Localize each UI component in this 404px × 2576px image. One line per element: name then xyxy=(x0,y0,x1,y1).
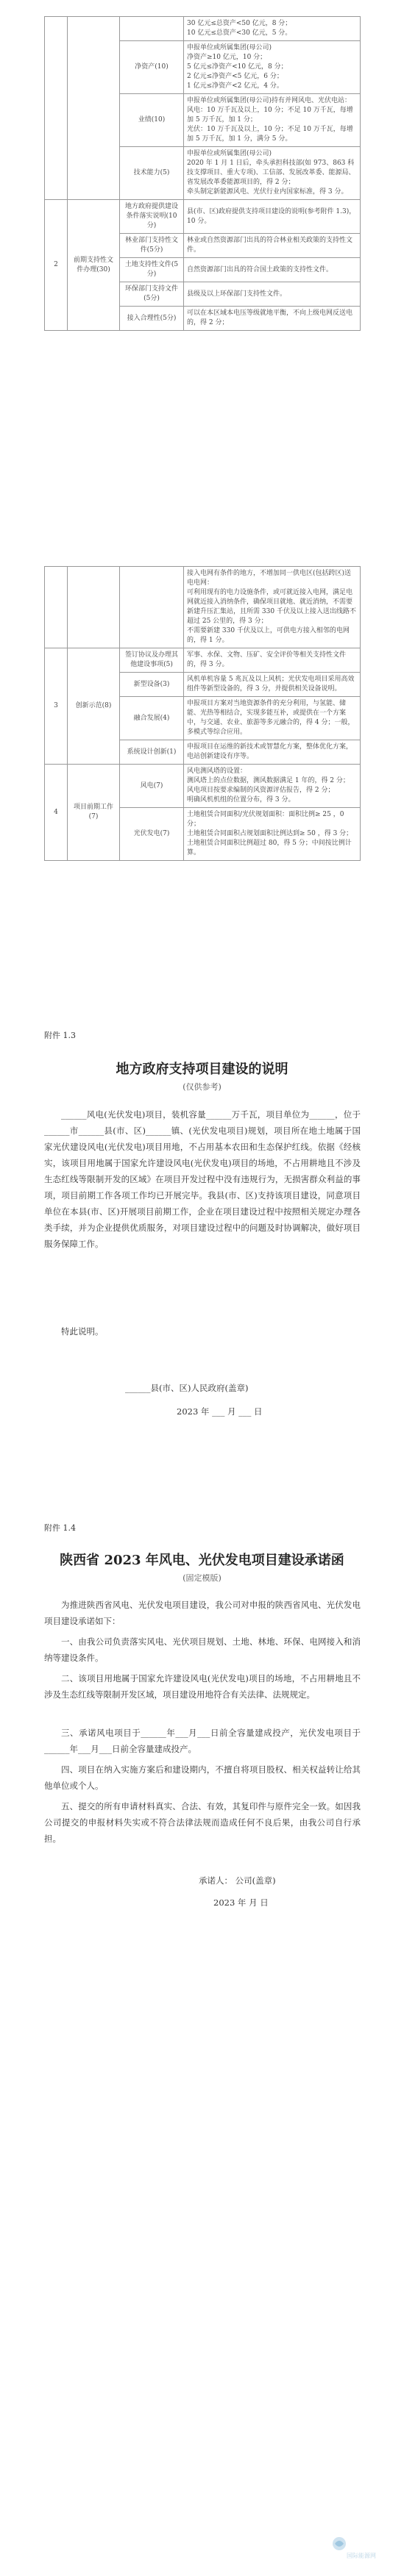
cell-pv-text: 土地租赁合同面积/光伏规划面积：面积比例≥ 25 ，0 分； 土地租赁合同面积占规划面积比例达到≥ 50 ，得 3 分； 土地租赁合同面积比例超过 80，得 5 分；中间按比例计算。 xyxy=(184,808,361,861)
cell-g2-label: 地方政府提供建设条件落实说明(10分) xyxy=(120,200,184,234)
cell-group2-num: 2 xyxy=(45,200,68,331)
cell-grid-text: 接入电网有条件的地方，不增加同一供电区(包括跨区)送电电网： 可利用现有的电力设施条件，或可就近接入电网，满足电网就近接入消纳条件，确保项目就地、就近消纳，不需要新建升压汇集站，且所需 330 千伏及以上接入送出线路不超过 25 公里的，得 3 分； 不需要新建 330 千伏及以上，可供电方接入相邻的电网的，得 1 分。 xyxy=(184,567,361,648)
cell-tech-text: 申报单位或所属集团(母公司) 2020 年 1 月 1 日后，牵头承担科技部(如 973、863 科技支撑项目、重大专项)、工信部、发展改革委、能源局、省发展改革委能源项目的，得 2 分； 牵头制定新能源风电、光伏行业内国家标准，得 3 分。 xyxy=(184,147,361,200)
cell-group3-num: 3 xyxy=(45,648,68,765)
document-title: 地方政府支持项目建设的说明 xyxy=(116,1062,288,1077)
commitment-item: 四、项目在纳入实施方案后和建设期内，不擅自将项目股权、相关权益转让给其他单位或个人。 xyxy=(44,1764,361,1791)
cell-g3-label: 系统设计创新(1) xyxy=(120,740,184,765)
signature-date: 2023 年 ___ 月 ___ 日 xyxy=(177,1406,263,1417)
page-attachment-1-4 xyxy=(0,1507,404,2576)
commitment-item: 一、由我公司负责落实风电、光伏项目规划、土地、林地、环保、电网接入和消纳等建设条件。 xyxy=(44,1636,361,1663)
document-subtitle: (固定模版) xyxy=(182,1573,222,1583)
watermark-text: 国际能源网 xyxy=(347,2552,376,2559)
cell-g3-text: 申报项目方案对当地资源条件的充分利用，与氢能、储能、光热等相结合，实现多能互补，或提供在一个方案中，与交通、农业、旅游等多元融合的，得 4 分；一般，多模式等综合应用。 xyxy=(184,697,361,740)
scoring-table-page1 xyxy=(44,16,361,331)
table-row xyxy=(45,200,361,234)
document-title: 陕西省 2023 年风电、光伏发电项目建设承诺函 xyxy=(60,1553,344,1568)
body-intro: 为推进陕西省风电、光伏发电项目建设，我公司对申报的陕西省风电、光伏发电项目建设承诺如下： xyxy=(44,1600,361,1626)
cell-g2-label: 林业部门支持性文件(5分) xyxy=(120,234,184,258)
table-row xyxy=(45,567,361,648)
cell-tech-label: 技术能力(5) xyxy=(120,147,184,200)
scoring-table-page2 xyxy=(44,566,361,861)
cell-g3-text: 军事、水保、文物、压矿、安全评价等相关支持性文件的，得 3 分。 xyxy=(184,648,361,673)
document-subtitle: (仅供参考) xyxy=(182,1082,222,1092)
cell-group4-num: 4 xyxy=(45,765,68,861)
cell-performance-text: 申报单位或所属集团(母公司)持有并网风电、光伏电站： 风电：10 万千瓦及以上，10 分；不足 10 万千瓦，每增加 5 万千瓦，加 1 分； 光伏：10 万千瓦及以上，10 分；不足 10 万千瓦，每增加 5 万千瓦，加 1 分，满分 5 分。 xyxy=(184,94,361,147)
cell-g2-text: 可以在本区域本电压等级就地平衡，不向上级电网反送电的，得 2 分； xyxy=(184,307,361,331)
table-row xyxy=(45,648,361,673)
cell-group2-name: 前期支持性文件办理(30) xyxy=(68,200,120,331)
cell-net-assets-label: 净资产(10) xyxy=(120,41,184,94)
commitment-item: 五、提交的所有申请材料真实、合法、有效，其复印件与原件完全一致。如因我公司提交的申报材料失实或不符合法律法规而造成任何不良后果，由我公司自行承担。 xyxy=(44,1801,361,1844)
cell-g2-text: 县级及以上环保部门支持性文件。 xyxy=(184,282,361,307)
page-1 xyxy=(0,0,404,515)
table-row xyxy=(45,765,361,808)
body-paragraph: ______风电(光伏发电)项目，装机容量______万千瓦，项目单位为______，位于______市______县(市、区)______镇、(光伏发电项目)规划，项目所在地土地属于国家光伏建设风电(光伏发电)项目用地，不占用基本农田和生态保护红线。依据《经核实，该项目用地属于国家允许建设风电(光伏发电)项目的场地，不占用耕地且不涉及生态红线等限制开发的区域》在项目开发过程中没有违规行为，无损害群众利益的事项，项目前期工作各项工作均已开展完毕。我县(市、区)支持该项目建设，同意项目单位在本县(市、区)开展项目前期工作，企业在项目建设过程中按照相关规定办理各类手续，并为企业提供优质服务，对项目建设过程中的问题及时协调解决，做好项目服务保障工作。 xyxy=(44,1109,361,1249)
cell-wind-label: 风电(7) xyxy=(120,765,184,808)
cell-g2-label: 环保部门支持文件(5分) xyxy=(120,282,184,307)
cell-pv-label: 光伏发电(7) xyxy=(120,808,184,861)
cell-g3-text: 风机单机容量 5 兆瓦及以上风机；光伏发电项目采用高效组件等新型设备的，得 3 分，并提供相关设备说明。 xyxy=(184,673,361,697)
attachment-label: 附件 1.3 xyxy=(44,1031,76,1040)
cell-net-assets-text: 申报单位或所属集团(母公司) 净资产≥10 亿元，10 分； 5 亿元≤净资产<10 亿元，8 分； 2 亿元≤净资产<5 亿元，6 分； 1 亿元≤净资产<2 亿元，4 分。 xyxy=(184,41,361,94)
cell-g2-label: 土地支持性文件(5分) xyxy=(120,258,184,282)
cell-group4-name: 项目前期工作(7) xyxy=(68,765,120,861)
signature-date: 2023 年 月 日 xyxy=(213,1897,269,1908)
cell-g3-label: 签订协议及办理其他建设事项(5) xyxy=(120,648,184,673)
signer-line: 承诺人： 公司(盖章) xyxy=(199,1875,276,1886)
cell-performance-label: 业绩(10) xyxy=(120,94,184,147)
cell-g2-label: 接入合理性(5分) xyxy=(120,307,184,331)
page-2 xyxy=(0,551,404,992)
cell-g3-label: 融合发展(4) xyxy=(120,697,184,740)
cell-g2-text: 县(市、区)政府提供支持项目建设的说明(参考附件 1.3)，10 分。 xyxy=(184,200,361,234)
cell-total-assets-tail: 30 亿元≤总资产<50 亿元，8 分； 10 亿元≤总资产<30 亿元，5 分。 xyxy=(184,17,361,41)
commitment-item: 三、承诺风电项目于______年___月___日前全容量建成投产，光伏发电项目于______年___月___日前全容量建成投产。 xyxy=(44,1728,361,1754)
body-closing: 特此说明。 xyxy=(61,1326,104,1337)
cell-g3-text: 申报项目在运维的新技术或智慧化方案，整体优化方案，电站创新建设有序等。 xyxy=(184,740,361,765)
cell-g2-text: 自然资源部门出具的符合国土政策的支持性文件。 xyxy=(184,258,361,282)
cell-wind-text: 风电测风塔的设置： 测风塔上的点位数据，测风数据满足 1 年的，得 2 分； 风电项目按要求编制的风资源评估报告，得 2 分； 明确风机机组的位置分布，得 3 分。 xyxy=(184,765,361,808)
commitment-item: 二、该项目用地属于国家允许建设风电(光伏发电)项目的场地，不占用耕地且不涉及生态红线等限制开发区域，项目建设用地符合有关法律、法规规定。 xyxy=(44,1673,361,1700)
attachment-label: 附件 1.4 xyxy=(44,1523,76,1533)
table-row xyxy=(45,17,361,41)
cell-group3-name: 创新示范(8) xyxy=(68,648,120,765)
cell-g3-label: 新型设备(3) xyxy=(120,673,184,697)
cell-g2-text: 林业或自然资源部门出具的符合林业相关政策的支持性文件。 xyxy=(184,234,361,258)
signature-organization: ______县(市、区)人民政府(盖章) xyxy=(125,1383,249,1393)
page-attachment-1-3 xyxy=(0,1015,404,1485)
